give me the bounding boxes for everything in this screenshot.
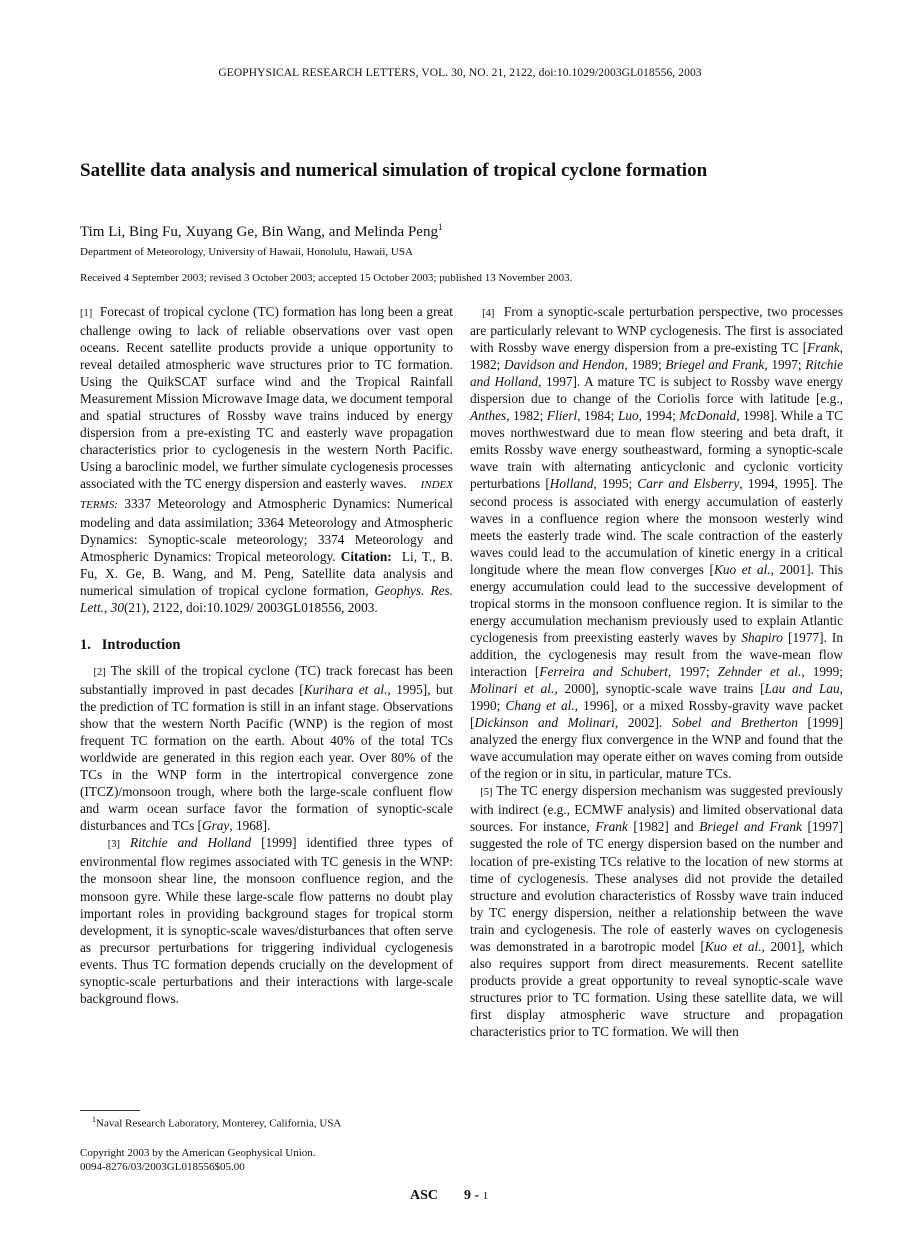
copyright-block (80, 1146, 316, 1174)
footer-section: ASC (410, 1188, 439, 1203)
authors: Tim Li, Bing Fu, Xuyang Ge, Bin Wang, and Melinda Peng (80, 224, 438, 240)
text-run: , (104, 599, 111, 615)
text-run: , 1994; (638, 408, 680, 424)
text-run: Flierl (546, 408, 578, 424)
text-run: , 2001], which also requires support from direct measurements. Recent satellite products provide a great opportunity to reveal synoptic-scale wave structures prior to TC formation. Using these satellite data, we will first display atmospheric wave structure and propagation characteristics prior to TC formation. We will then (470, 938, 847, 1039)
text-run: Briegel and Frank (665, 357, 765, 373)
text-run: , 1995; (593, 476, 638, 492)
text-run: [1982] and (627, 819, 700, 835)
text-run: , 1997; (667, 663, 718, 679)
text-run: , 2000], synoptic-scale wave trains [ (554, 681, 765, 697)
text-run: , 1989; (624, 357, 666, 373)
text-run: 30 (110, 599, 124, 615)
text-run: , 1982; (506, 408, 547, 424)
text-run: Gray (202, 818, 230, 834)
text-run: Briegel and Frank (699, 819, 802, 835)
paragraph-number: [5] (470, 787, 493, 799)
right-column (470, 303, 847, 1040)
journal-header: GEOPHYSICAL RESEARCH LETTERS, VOL. 30, NO. 21, 2122, doi:10.1029/2003GL018556, 2003 (218, 67, 702, 79)
paragraph-number: [2] (80, 666, 106, 678)
text-run: Kurihara et al. (303, 681, 388, 697)
footnote (92, 1115, 341, 1130)
footnote-mark: 1 (92, 1115, 96, 1124)
text-run: From a synoptic-scale perturbation perspective, two processes are particularly relevant to WNP cyclogenesis. The first is associated with Rossby wave energy dispersion from a pre-existing TC [ (470, 304, 847, 356)
footer-sep: - (471, 1188, 483, 1203)
paragraph-number: [3] (80, 839, 121, 851)
text-run: , 1999; (801, 663, 847, 679)
paper-title: Satellite data analysis and numerical simulation of tropical cyclone formation (80, 160, 708, 181)
text-run: McDonald (679, 408, 737, 424)
text-run: , 2002]. (614, 715, 672, 731)
paragraph-number: [4] (470, 308, 495, 319)
text-run (120, 835, 130, 850)
text-run: , 1997; (764, 357, 806, 373)
affiliation: Department of Meteorology, University of Hawaii, Honolulu, Hawaii, USA (80, 246, 413, 258)
text-run: Luo (617, 408, 639, 424)
text-run: Holland (549, 476, 594, 492)
text-run: Sobel and Bretherton (671, 715, 798, 731)
text-run: The TC energy dispersion mechanism was suggested previously with indirect (e.g., ECMWF analysis) and limited observational data sources. For instance, (470, 783, 847, 835)
text-run: Forecast of tropical cyclone (TC) formation has long been a great challenge owing to lack of reliable observations over vast open oceans. Recent satellite products provide a unique opportunity to reveal detailed atmospheric wave structures prior to TC formation. Using the QuikSCAT surface wind and the Tropical Rainfall Measurement Mission Microwave Image data, we document temporal and spatial structures of Rossby wave trains induced by energy dispersion from a pre-existing TC and easterly wave propagation characteristics prior to cyclogenesis in the western North Pacific. Using a baroclinic model, we further simulate cyclogenesis processes associated with the TC energy dispersion and easterly waves. (80, 304, 457, 492)
paragraph (80, 303, 457, 616)
text-run: , 1998]. While a TC moves northwestward due to mean flow steering and beta draft, it emits Rossby wave energy southeastward, forming a synoptic-scale wave train with alternating anticyclonic and cyclonic vorticity perturbations [ (470, 408, 847, 492)
text-run: Ritchie and Holland (130, 835, 252, 851)
text-run: Frank (595, 819, 628, 835)
text-run: Geophys. Res. Lett. (80, 582, 457, 615)
paragraph (80, 662, 457, 834)
paragraph (80, 834, 457, 1006)
text-run: Dickinson and Molinari (474, 715, 615, 731)
text-run: INDEX TERMS: (80, 479, 456, 511)
copyright: Copyright 2003 by the American Geophysical Union. (80, 1147, 316, 1159)
text-run: , 1997]. A mature TC is subject to Rossby wave energy dispersion due to change of the Coriolis force with latitude [e.g., (470, 374, 847, 407)
text-run: , 1994, 1995]. The second process is associated with energy accumulation of easterly waves in a confluence region where the monsoon westerly wind meets the easterly trade wind. The scale contraction of the easterly waves could lead to the accumulation of kinetic energy in a critical longitude where the mean flow converges [ (470, 476, 847, 577)
text-run: Li, T., B. Fu, X. Ge, B. Wang, and M. Peng, Satellite data analysis and numerical simulation of tropical cyclone formation, (80, 548, 457, 598)
text-run: The skill of the tropical cyclone (TC) track forecast has been substantially improved in past decades [ (80, 662, 457, 697)
text-run: , 1984; (577, 408, 618, 424)
text-run: Citation: (340, 548, 392, 564)
text-run: Lau and Lau (764, 681, 840, 697)
text-run: Anthes (470, 408, 507, 424)
text-run: Zehnder et al. (717, 663, 802, 679)
text-run: 3337 Meteorology and Atmospheric Dynamics: Numerical modeling and data assimilation; 3364 Meteorology and Atmospheric Dynamics: Synoptic-scale meteorology; 3374 Meteorology and Atmospheric Dynamics: Tropical meteorology. (80, 495, 457, 564)
text-run: Ritchie and Holland (470, 357, 847, 390)
page-footer (410, 1188, 488, 1204)
text-run: , 2001]. This energy accumulation could lead to the successive development of tropical storms in the monsoon confluence region. It is similar to the energy accumulation mechanism previously used to explain Atlantic cyclogenesis from preexisting easterly waves by (470, 561, 847, 645)
text-run: Frank (807, 340, 840, 356)
author-footnote-mark: 1 (437, 222, 443, 232)
footnote-text: Naval Research Laboratory, Monterey, California, USA (96, 1117, 342, 1130)
text-run: Chang et al. (505, 698, 575, 714)
footnote-rule (80, 1110, 140, 1111)
paragraph (470, 303, 847, 782)
left-column (80, 303, 457, 1007)
text-run: Carr and Elsberry (637, 476, 740, 492)
issn: 0094-8276/03/2003GL018556$05.00 (80, 1161, 245, 1173)
author-list (80, 222, 442, 241)
text-run: [1977]. In addition, the cyclogenesis may result from the wave-mean flow interaction [ (470, 629, 847, 679)
text-run: [1999] identified three types of environmental flow regimes associated with TC genesis in the WNP: the monsoon shear line, the monsoon confluence region, and the monsoon gyre. While these large-scale flow patterns no doubt play important roles in providing background stages for tropical storm development, it is synoptic-scale waves/disturbances that often serve as precursor perturbations for triggering individual cyclogenesis events. Thus TC formation depends crucially on the development of synoptic-scale perturbations and their interactions with large-scale background flows. (80, 835, 457, 1006)
footer-page-major: 9 (464, 1188, 472, 1203)
received-dates: Received 4 September 2003; revised 3 October 2003; accepted 15 October 2003; published 13 November 2003. (80, 272, 573, 284)
text-run: , 1968]. (229, 818, 271, 834)
section-heading (80, 637, 453, 654)
text-run: , 1995], but the prediction of TC formation is still in an infant stage. Observations show that the western North Pacific (WNP) is the region of most frequent TC formation on the earth. About 40% of the total TCs worldwide are generated in this region each year. Over 80% of the TCs in the WNP form in the intertropical convergence zone (ITCZ)/monsoon trough, where both the large-scale confluent flow and warm ocean surface favor the formation of synoptic-scale disturbances and TCs [ (80, 681, 457, 834)
paragraph (470, 782, 847, 1040)
text-run: Davidson and Hendon (503, 357, 625, 373)
text-run: Kuo et al. (704, 938, 762, 954)
paragraph-number: [1] (80, 308, 93, 319)
text-run: Molinari et al. (470, 681, 555, 697)
text-run: [1997] suggested the role of TC energy dispersion based on the number and location of pre-existing TCs relative to the location of new storms at time of cyclogenesis. These analyses did not provide the detailed structure and evolution characteristics of Rossby wave train induced by TC energy dispersion, neither a relationship between the wave train and cyclogenesis. The role of easterly waves on cyclogenesis was demonstrated in a barotropic model [ (470, 819, 847, 954)
text-run: (21), 2122, doi:10.1029/ 2003GL018556, 2003. (123, 599, 378, 615)
text-run: 1. Introduction (80, 636, 181, 653)
text-run: [1999] analyzed the energy flux convergence in the WNP and found that the wave accumulation may operate either on waves coming from outside of the region or in situ, in particular, mature TCs. (470, 715, 847, 782)
text-run: Ferreira and Schubert (539, 663, 668, 679)
text-run: , 1996], or a mixed Rossby-gravity wave packet [ (470, 698, 847, 731)
text-run: , 1982; (470, 340, 847, 373)
text-run: Shapiro (741, 629, 783, 645)
text-run: Kuo et al. (713, 561, 771, 577)
text-run: , 1990; (470, 681, 847, 714)
footer-page-minor: 1 (482, 1190, 489, 1202)
